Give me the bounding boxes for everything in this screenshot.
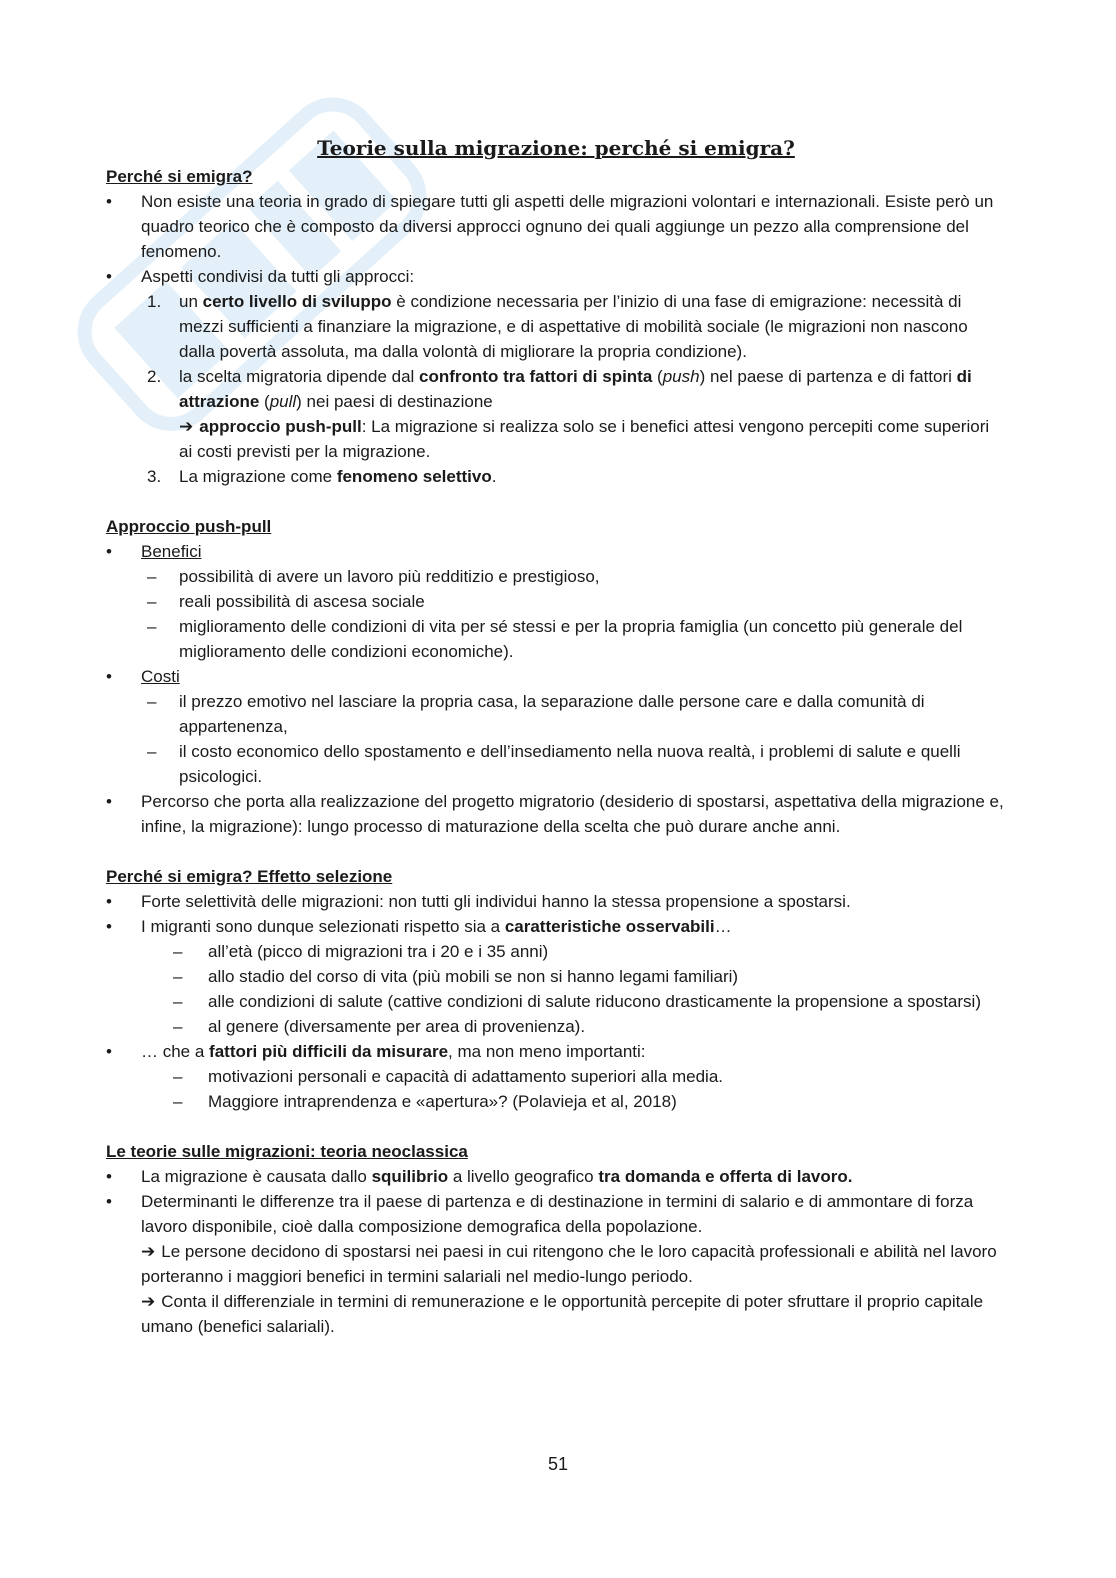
list-item: • Percorso che porta alla realizzazione del progetto migratorio (desiderio di spostarsi, aspettativa della migrazione e, infine, la migrazione): lungo processo di maturazione della scelta che può durare anche anni. (106, 789, 1006, 839)
section-heading-selezione: Perché si emigra? Effetto selezione (106, 867, 393, 886)
bullet-icon: • (106, 667, 112, 686)
list-item: – possibilità di avere un lavoro più redditizio e prestigioso, (106, 564, 1006, 589)
list-item: – allo stadio del corso di vita (più mobili se non si hanno legami familiari) (106, 964, 1006, 989)
bullet-icon: • (106, 792, 112, 811)
dash-icon: – (147, 692, 157, 711)
page-title: Teorie sulla migrazione: perché si emigra? (317, 136, 795, 160)
arrow-right-icon: ➔ (141, 1242, 156, 1261)
section-heading-perche: Perché si emigra? (106, 167, 253, 186)
list-item: • Forte selettività delle migrazioni: non tutti gli individui hanno la stessa propensione a spostarsi. (106, 889, 1006, 914)
list-item: – all’età (picco di migrazioni tra i 20 e i 35 anni) (106, 939, 1006, 964)
list-item: – Maggiore intraprendenza e «apertura»? (Polavieja et al, 2018) (106, 1089, 1006, 1114)
list-item: – miglioramento delle condizioni di vita per sé stessi e per la propria famiglia (un concetto più generale del miglioramento delle condizioni economiche). (106, 614, 1006, 664)
bullet-icon: • (106, 267, 112, 286)
list-item: • I migranti sono dunque selezionati rispetto sia a caratteristiche osservabili… (106, 914, 1006, 939)
numbered-item: 3. La migrazione come fenomeno selettivo. (106, 464, 1006, 489)
bullet-icon: • (106, 192, 112, 211)
section-heading-push-pull: Approccio push-pull (106, 517, 272, 536)
bullet-icon: • (106, 542, 112, 561)
dash-icon: – (173, 942, 183, 961)
list-item: – al genere (diversamente per area di provenienza). (106, 1014, 1006, 1039)
dash-icon: – (147, 567, 157, 586)
bullet-icon: • (106, 1192, 112, 1211)
dash-icon: – (173, 992, 183, 1011)
list-item: • … che a fattori più difficili da misurare, ma non meno importanti: (106, 1039, 1006, 1064)
bullet-icon: • (106, 1042, 112, 1061)
subheading-benefici: Benefici (141, 542, 202, 561)
dash-icon: – (173, 967, 183, 986)
numbered-item: 1. un certo livello di sviluppo è condizione necessaria per l’inizio di una fase di emigrazione: necessità di mezzi sufficienti a finanziare la migrazione, e di aspettative di mobilità sociale (le migrazioni non nascono dalla povertà assoluta, ma dalla volontà di migliorare la propria condizione). (106, 289, 1006, 364)
bullet-icon: • (106, 1167, 112, 1186)
dash-icon: – (147, 617, 157, 636)
dash-icon: – (147, 592, 157, 611)
bullet-icon: • (106, 892, 112, 911)
item-number: 2. (147, 367, 162, 386)
arrow-right-icon: ➔ (179, 417, 194, 436)
list-item: – il prezzo emotivo nel lasciare la propria casa, la separazione dalle persone care e dalla comunità di appartenenza, (106, 689, 1006, 739)
dash-icon: – (147, 742, 157, 761)
list-item: – motivazioni personali e capacità di adattamento superiori alla media. (106, 1064, 1006, 1089)
subheading-costi: Costi (141, 667, 180, 686)
document-page (106, 132, 1006, 1339)
list-item: • Non esiste una teoria in grado di spiegare tutti gli aspetti delle migrazioni volontari e internazionali. Esiste però un quadro teorico che è composto da diversi approcci ognuno dei quali aggiunge un pezzo alla comprensione del fenomeno. (106, 189, 1006, 264)
list-item (106, 664, 1006, 689)
item-number: 1. (147, 292, 162, 311)
list-item: • Determinanti le differenze tra il paese di partenza e di destinazione in termini di salario e di ammontare di forza lavoro disponibile, cioè dalla composizione demografica della popolazione. ➔ Le persone decidono di spostarsi nei paesi in cui ritengono che le loro capacità professionali e abilità nel lavoro porteranno i maggiori benefici in termini salariali nel medio-lungo periodo. ➔ Conta il differenziale in termini di remunerazione e le opportunità percepite di poter sfruttare il proprio capitale umano (benefici salariali). (106, 1189, 1006, 1339)
arrow-right-icon: ➔ (141, 1292, 156, 1311)
list-item: – il costo economico dello spostamento e dell’insediamento nella nuova realtà, i problemi di salute e quelli psicologici. (106, 739, 1006, 789)
list-item (106, 539, 1006, 564)
numbered-item: 2. la scelta migratoria dipende dal confronto tra fattori di spinta (push) nel paese di partenza e di fattori di attrazione (pull) nei paesi di destinazione ➔ approccio push-pull: La migrazione si realizza solo se i benefici attesi vengono percepiti come superiori ai costi previsti per la migrazione. (106, 364, 1006, 464)
list-item: – alle condizioni di salute (cattive condizioni di salute riducono drasticamente la propensione a spostarsi) (106, 989, 1006, 1014)
list-item: • La migrazione è causata dallo squilibrio a livello geografico tra domanda e offerta di lavoro. (106, 1164, 1006, 1189)
item-number: 3. (147, 467, 162, 486)
dash-icon: – (173, 1067, 183, 1086)
dash-icon: – (173, 1017, 183, 1036)
list-item: – reali possibilità di ascesa sociale (106, 589, 1006, 614)
bullet-icon: • (106, 917, 112, 936)
page-number: 51 (547, 1454, 569, 1474)
dash-icon: – (173, 1092, 183, 1111)
list-item: • Aspetti condivisi da tutti gli approcci: (106, 264, 1006, 289)
section-heading-neoclassica: Le teorie sulle migrazioni: teoria neoclassica (106, 1142, 468, 1161)
